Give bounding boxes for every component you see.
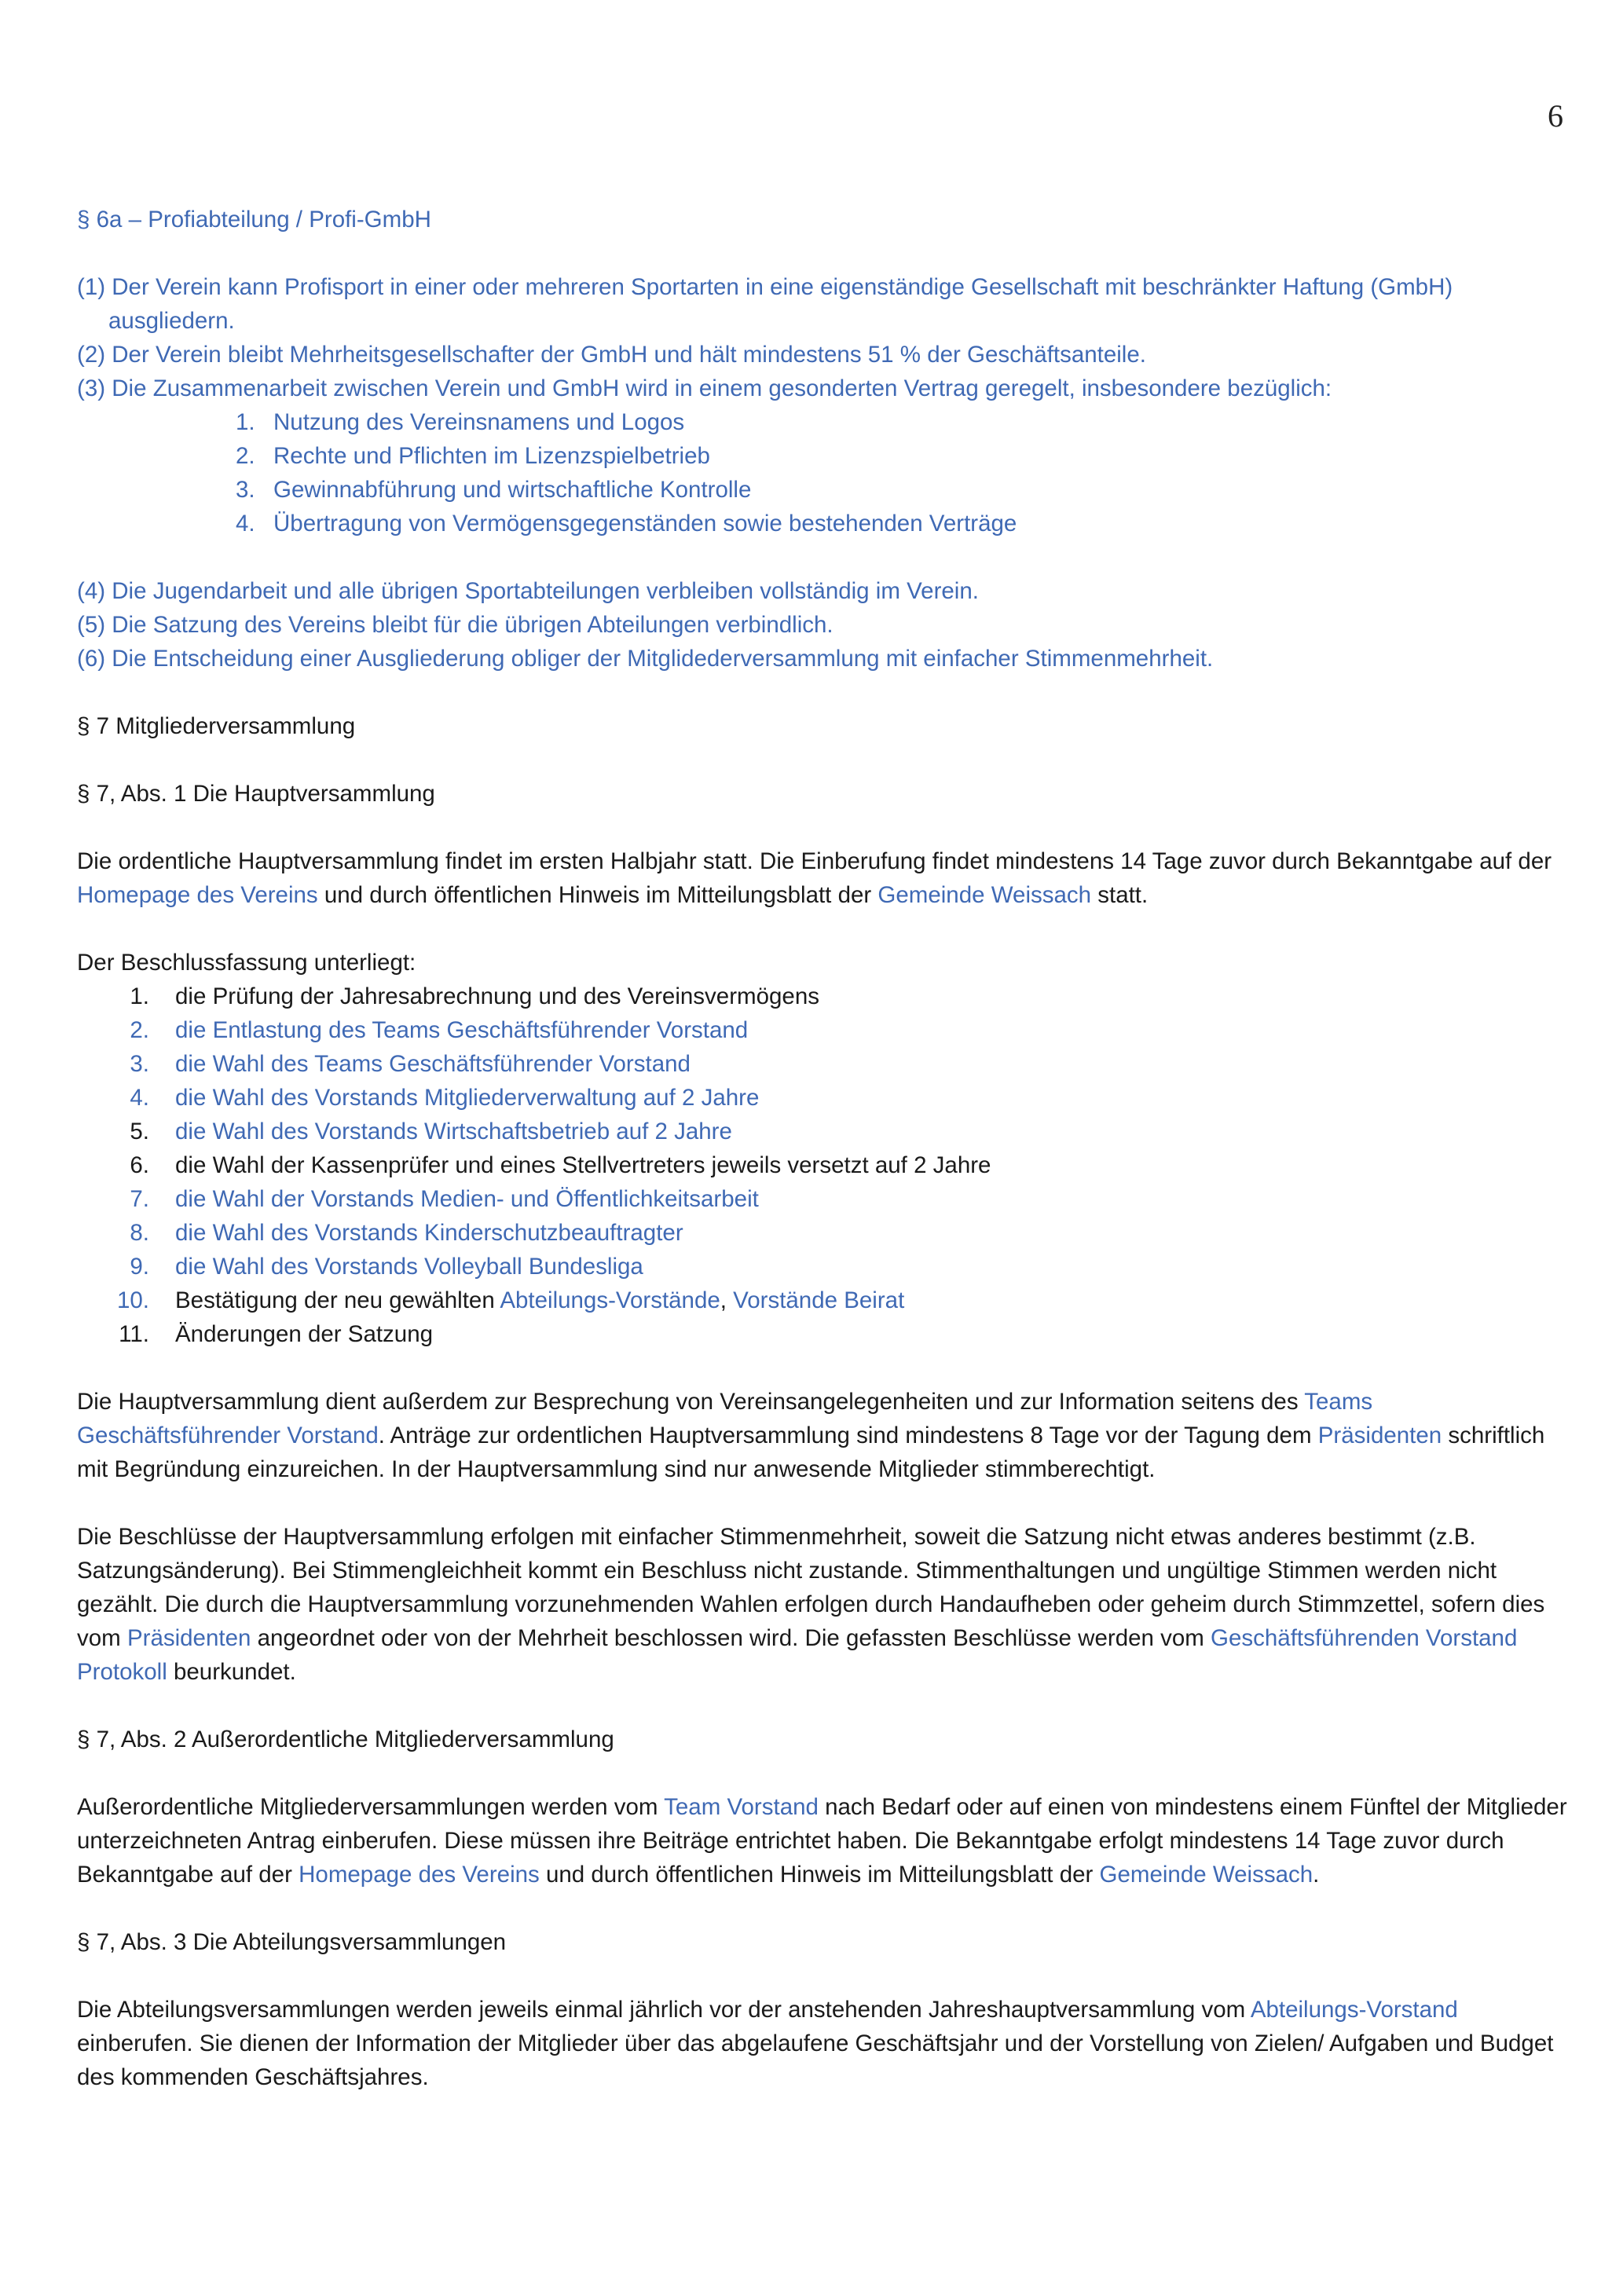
- page-number: 6: [1548, 98, 1563, 134]
- list-item: 11. Änderungen der Satzung: [119, 1321, 434, 1347]
- list-item: [77, 507, 1570, 540]
- section-6a-para-2: (2) Der Verein bleibt Mehrheitsgesellschafter der GmbH und hält mindestens 51 % der Geschäftsanteile.: [77, 342, 1146, 368]
- list-text: Gewinnabführung und wirtschaftliche Kontrolle: [273, 477, 752, 503]
- section-7-abs-1-para-2: Die Hauptversammlung dient außerdem zur Besprechung von Vereinsangelegenheiten und zur Information seitens des Teams Geschäftsführender Vorstand. Anträge zur ordentlichen Hauptversammlung sind mindestens 8 Tage vor der Tagung dem Präsidenten schriftlich mit Begründung einzureichen. In der Hauptversammlung sind nur anwesende Mitglieder stimmberechtigt.: [77, 1389, 1545, 1482]
- section-6a-para-5: (5) Die Satzung des Vereins bleibt für die übrigen Abteilungen verbindlich.: [77, 612, 833, 638]
- section-7-abs-3-heading: § 7, Abs. 3 Die Abteilungsversammlungen: [77, 1929, 507, 1955]
- section-6a-para-1: (1) Der Verein kann Profisport in einer oder mehreren Sportarten in eine eigenständige Gesellschaft mit beschränkter Haftung (GmbH) ausgliedern.: [77, 274, 1453, 334]
- list-item: 3. die Wahl des Teams Geschäftsführender Vorstand: [130, 1051, 691, 1077]
- section-7-abs-1-para-1: Die ordentliche Hauptversammlung findet im ersten Halbjahr statt. Die Einberufung findet mindestens 14 Tage zuvor durch Bekanntgabe auf der Homepage des Vereins und durch öffentlichen Hinweis im Mitteilungsblatt der Gemeinde Weissach statt.: [77, 848, 1552, 908]
- list-number: 3.: [236, 477, 255, 503]
- resolution-list: [77, 980, 1570, 1351]
- list-item: 4. die Wahl des Vorstands Mitgliederverwaltung auf 2 Jahre: [130, 1085, 760, 1111]
- list-item: 8. die Wahl des Vorstands Kinderschutzbeauftragter: [130, 1220, 683, 1246]
- list-number: 1.: [236, 409, 255, 435]
- list-text: Übertragung von Vermögensgegenständen sowie bestehenden Verträge: [273, 511, 1017, 536]
- list-item: 1. die Prüfung der Jahresabrechnung und des Vereinsvermögens: [130, 983, 819, 1009]
- list-number: 4.: [236, 511, 255, 536]
- homepage-reference: Homepage des Vereins: [77, 882, 318, 908]
- list-item: [77, 473, 1570, 507]
- section-6a-heading: § 6a – Profiabteilung / Profi-GmbH: [77, 207, 431, 233]
- list-item: [77, 439, 1570, 473]
- section-7-abs-1-para-3: Die Beschlüsse der Hauptversammlung erfolgen mit einfacher Stimmenmehrheit, soweit die Satzung nicht etwas anderes bestimmt (z.B. Satzungsänderung). Bei Stimmengleichheit kommt ein Beschluss nicht zustande. Stimmenthaltungen und ungültige Stimmen werden nicht gezählt. Die durch die Hauptversammlung vorzunehmenden Wahlen erfolgen durch Handaufheben oder geheim durch Stimmzettel, sofern dies vom Präsidenten angeordnet oder von der Mehrheit beschlossen wird. Die gefassten Beschlüsse werden vom Geschäftsführenden Vorstand Protokoll beurkundet.: [77, 1524, 1545, 1685]
- list-text: Nutzung des Vereinsnamens und Logos: [273, 409, 685, 435]
- list-item: 7. die Wahl der Vorstands Medien- und Öffentlichkeitsarbeit: [130, 1186, 759, 1212]
- list-item: 5. die Wahl des Vorstands Wirtschaftsbetrieb auf 2 Jahre: [130, 1119, 732, 1144]
- section-7-abs-2-para: Außerordentliche Mitgliederversammlungen werden vom Team Vorstand nach Bedarf oder auf einen von mindestens einem Fünftel der Mitglieder unterzeichneten Antrag einberufen. Diese müssen ihre Beiträge entrichtet haben. Die Bekanntgabe erfolgt mindestens 14 Tage zuvor durch Bekanntgabe auf der Homepage des Vereins und durch öffentlichen Hinweis im Mitteilungsblatt der Gemeinde Weissach.: [77, 1794, 1567, 1888]
- list-number: 2.: [236, 443, 255, 469]
- section-6a-list: [77, 405, 1570, 540]
- section-7-abs-3-para: Die Abteilungsversammlungen werden jeweils einmal jährlich vor der anstehenden Jahreshauptversammlung vom Abteilungs-Vorstand einberufen. Sie dienen der Information der Mitglieder über das abgelaufene Geschäftsjahr und der Vorstellung von Zielen/ Aufgaben und Budget des kommenden Geschäftsjahres.: [77, 1997, 1554, 2090]
- section-7-heading: § 7 Mitgliederversammlung: [77, 713, 356, 739]
- list-item: 10. Bestätigung der neu gewählten Abteilungs-Vorstände, Vorstände Beirat: [116, 1287, 905, 1313]
- page-content: [77, 203, 1570, 2094]
- section-6a-para-6: (6) Die Entscheidung einer Ausgliederung obliger der Mitglidederversammlung mit einfacher Stimmenmehrheit.: [77, 646, 1214, 672]
- section-6a-para-3: (3) Die Zusammenarbeit zwischen Verein und GmbH wird in einem gesonderten Vertrag geregelt, insbesondere bezüglich:: [77, 375, 1332, 401]
- gemeinde-reference: Gemeinde Weissach: [877, 882, 1092, 908]
- list-text: Rechte und Pflichten im Lizenzspielbetrieb: [273, 443, 710, 469]
- section-7-abs-2-heading: § 7, Abs. 2 Außerordentliche Mitgliederversammlung: [77, 1727, 614, 1752]
- list-item: 6. die Wahl der Kassenprüfer und eines Stellvertreters jeweils versetzt auf 2 Jahre: [130, 1152, 991, 1178]
- list-item: 9. die Wahl des Vorstands Volleyball Bundesliga: [130, 1254, 643, 1280]
- section-6a-para-4: (4) Die Jugendarbeit und alle übrigen Sportabteilungen verbleiben vollständig im Verein.: [77, 578, 979, 604]
- section-7-abs-1-heading: § 7, Abs. 1 Die Hauptversammlung: [77, 781, 435, 807]
- resolution-list-intro: Der Beschlussfassung unterliegt:: [77, 950, 416, 976]
- list-item: [77, 405, 1570, 439]
- list-item: 2. die Entlastung des Teams Geschäftsführender Vorstand: [130, 1017, 749, 1043]
